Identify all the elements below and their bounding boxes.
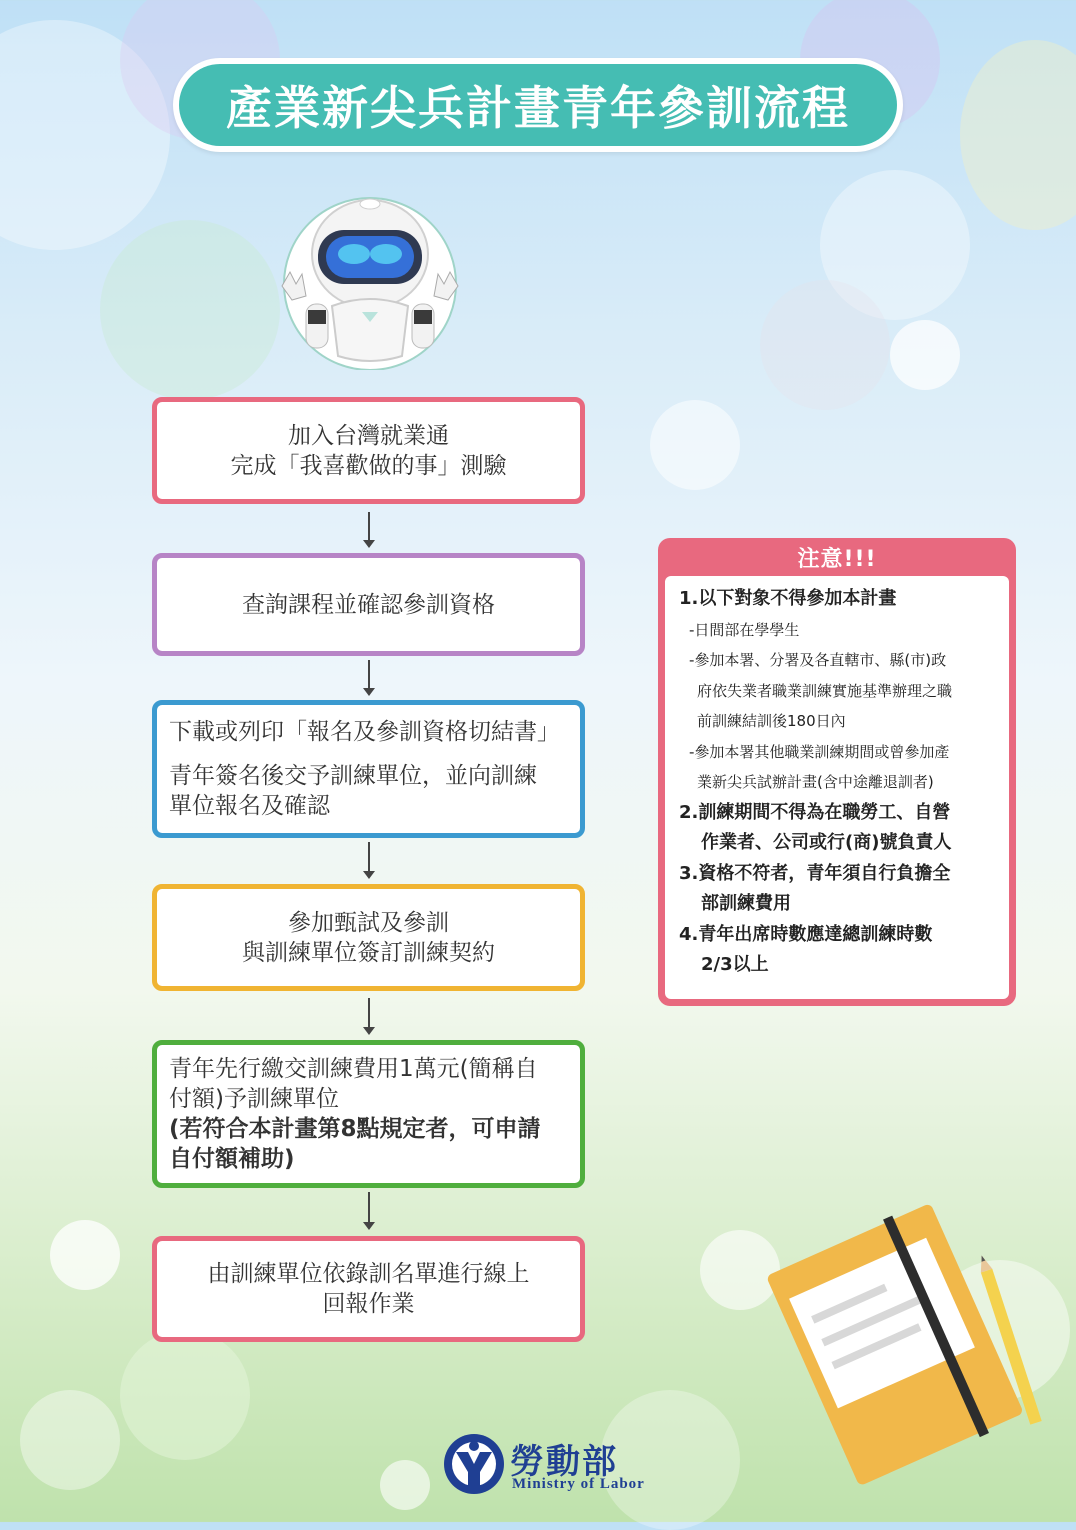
notice-item: 2.訓練期間不得為在職勞工、自營 bbox=[679, 801, 951, 823]
flow-arrow bbox=[368, 512, 370, 546]
ministry-name-zh: 勞動部 bbox=[510, 1442, 618, 1482]
notice-subitem: -日間部在學學生 bbox=[689, 620, 800, 639]
step-text: 參加甄試及參訓 bbox=[288, 909, 449, 936]
step-text: 自付額補助) bbox=[169, 1146, 295, 1172]
step-text: 加入台灣就業通 bbox=[288, 422, 449, 449]
step-text: 青年先行繳交訓練費用1萬元(簡稱自 bbox=[169, 1056, 538, 1082]
step-text: 單位報名及確認 bbox=[169, 793, 330, 819]
ministry-emblem-icon bbox=[442, 1432, 506, 1496]
step-check-eligibility bbox=[152, 553, 585, 656]
page-title: 產業新尖兵計畫青年參訓流程 bbox=[179, 64, 897, 146]
notice-item-cont: 作業者、公司或行(商)號負責人 bbox=[701, 832, 952, 853]
notice-item: 1.以下對象不得參加本計畫 bbox=[679, 588, 897, 609]
notice-body bbox=[665, 576, 1009, 999]
notice-subitem-cont: 業新尖兵試辦計畫(含中途離退訓者) bbox=[697, 773, 934, 791]
notice-item-cont: 部訓練費用 bbox=[701, 893, 791, 914]
step-text: 下載或列印「報名及參訓資格切結書」 bbox=[169, 719, 560, 745]
notice-item-cont: 2/3以上 bbox=[701, 954, 769, 975]
step-text: 與訓練單位簽訂訓練契約 bbox=[242, 939, 495, 966]
robot-head-icon bbox=[312, 199, 428, 308]
step-join-taiwanjobs bbox=[152, 397, 585, 504]
robot-illustration bbox=[262, 188, 478, 370]
step-download-affidavit bbox=[152, 700, 585, 838]
step-text: 完成「我喜歡做的事」測驗 bbox=[230, 452, 507, 479]
step-text: 青年簽名後交予訓練單位，並向訓練 bbox=[169, 763, 537, 789]
notice-subitem: -參加本署、分署及各直轄市、縣(市)政 bbox=[689, 651, 947, 669]
step-online-report bbox=[152, 1236, 585, 1342]
notice-subitem: -參加本署其他職業訓練期間或曾參加產 bbox=[689, 742, 950, 761]
step-text: (若符合本計畫第8點規定者，可申請 bbox=[169, 1116, 541, 1142]
notice-item: 4.青年出席時數應達總訓練時數 bbox=[679, 923, 933, 945]
flow-arrow bbox=[368, 998, 370, 1033]
flow-arrow bbox=[368, 1192, 370, 1228]
step-text: 查詢課程並確認參訓資格 bbox=[242, 591, 495, 618]
notice-title: 注意!!! bbox=[797, 547, 877, 572]
step-text: 由訓練單位依錄訓名單進行線上 bbox=[207, 1261, 530, 1287]
step-pay-fee bbox=[152, 1040, 585, 1188]
notice-box bbox=[658, 538, 1016, 1006]
notebook-pencil-illustration bbox=[752, 1186, 1052, 1486]
title-banner bbox=[173, 58, 903, 152]
notice-subitem-cont: 前訓練結訓後180日內 bbox=[697, 712, 846, 730]
flow-arrow bbox=[368, 842, 370, 877]
flow-arrow bbox=[368, 660, 370, 694]
notice-item: 3.資格不符者，青年須自行負擔全 bbox=[679, 862, 951, 884]
notebook-icon bbox=[764, 1199, 1025, 1486]
step-text: 回報作業 bbox=[322, 1291, 415, 1317]
ministry-name-en: Ministry of Labor bbox=[512, 1476, 645, 1492]
step-text: 付額)予訓練單位 bbox=[169, 1086, 339, 1112]
ministry-of-labor-logo bbox=[442, 1432, 672, 1502]
step-exam-contract bbox=[152, 884, 585, 991]
notice-subitem-cont: 府依失業者職業訓練實施基準辦理之職 bbox=[697, 681, 953, 700]
